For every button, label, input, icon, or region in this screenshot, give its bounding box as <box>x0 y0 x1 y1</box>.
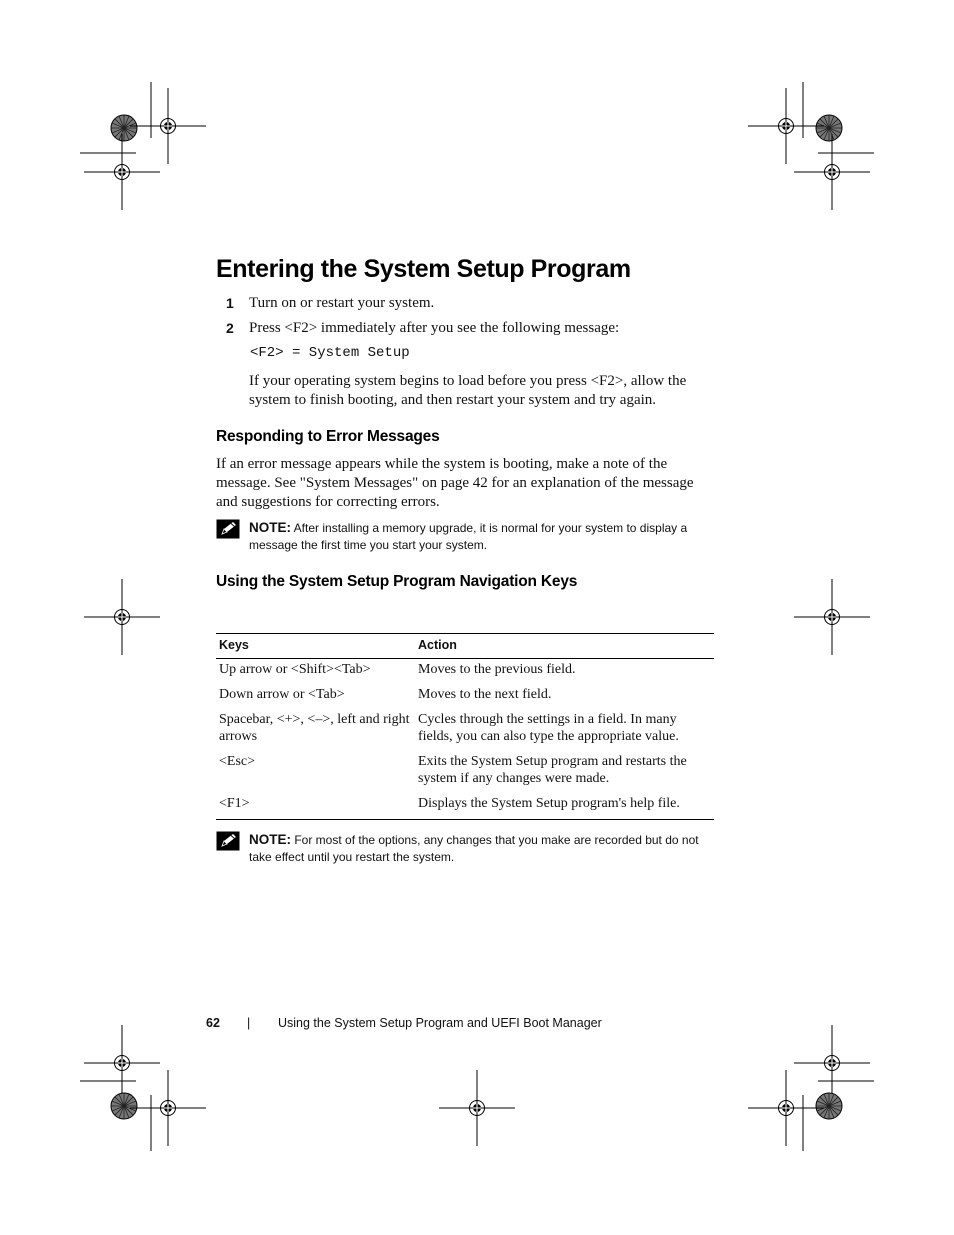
step-1-text: Turn on or restart your system. <box>249 295 435 311</box>
page-number: 62 <box>206 1016 220 1030</box>
note-pencil-icon <box>216 519 240 539</box>
navigation-keys-table <box>216 633 714 820</box>
table-cell-key: Spacebar, <+>, <–>, left and right arrows <box>219 712 410 744</box>
table-row <box>216 684 714 709</box>
page-title: Entering the System Setup Program <box>216 255 631 283</box>
section-heading-navigation-keys: Using the System Setup Program Navigation Keys <box>216 573 578 590</box>
footer-separator: | <box>247 1016 251 1030</box>
table-cell-key: <F1> <box>219 796 250 811</box>
table-cell-action: Exits the System Setup program and restarts the system if any changes were made. <box>418 754 687 786</box>
note-memory-upgrade <box>216 519 716 555</box>
table-row <box>216 659 714 684</box>
table-cell-key: Up arrow or <Shift><Tab> <box>219 662 371 677</box>
code-message: <F2> = System Setup <box>250 345 410 361</box>
table-header-row <box>216 634 714 659</box>
table-row <box>216 709 714 751</box>
note-pencil-icon <box>216 831 240 851</box>
table-cell-action: Cycles through the settings in a field. In many fields, you can also type the appropriate value. <box>418 712 679 744</box>
table-cell-action: Displays the System Setup program's help file. <box>418 796 680 811</box>
section-heading-error-messages: Responding to Error Messages <box>216 428 440 445</box>
table-row <box>216 751 714 793</box>
table-cell-action: Moves to the next field. <box>418 687 552 702</box>
error-messages-paragraph: If an error message appears while the system is booting, make a note of the message. See "System Messages" on page 42 for an explanation of the message and suggestions for correcting errors. <box>216 456 694 510</box>
step-2-followup: If your operating system begins to load before you press <F2>, allow the system to finish booting, and then restart your system and try again. <box>249 373 687 408</box>
table-header-keys: Keys <box>219 638 249 652</box>
table-row <box>216 793 714 819</box>
note-label: NOTE: <box>249 832 291 847</box>
running-title: Using the System Setup Program and UEFI Boot Manager <box>278 1016 602 1030</box>
note-text: After installing a memory upgrade, it is normal for your system to display a message the first time you start your system. <box>249 521 688 552</box>
step-2-text: Press <F2> immediately after you see the following message: <box>249 320 620 336</box>
note-label: NOTE: <box>249 520 291 535</box>
note-text: For most of the options, any changes that you make are recorded but do not take effect until you restart the system. <box>249 833 699 864</box>
table-header-action: Action <box>418 638 457 652</box>
table-cell-action: Moves to the previous field. <box>418 662 576 677</box>
table-cell-key: <Esc> <box>219 754 256 769</box>
note-restart-system <box>216 831 716 867</box>
step-1-number: 1 <box>226 295 234 311</box>
step-2-number: 2 <box>226 320 234 336</box>
table-cell-key: Down arrow or <Tab> <box>219 687 345 702</box>
